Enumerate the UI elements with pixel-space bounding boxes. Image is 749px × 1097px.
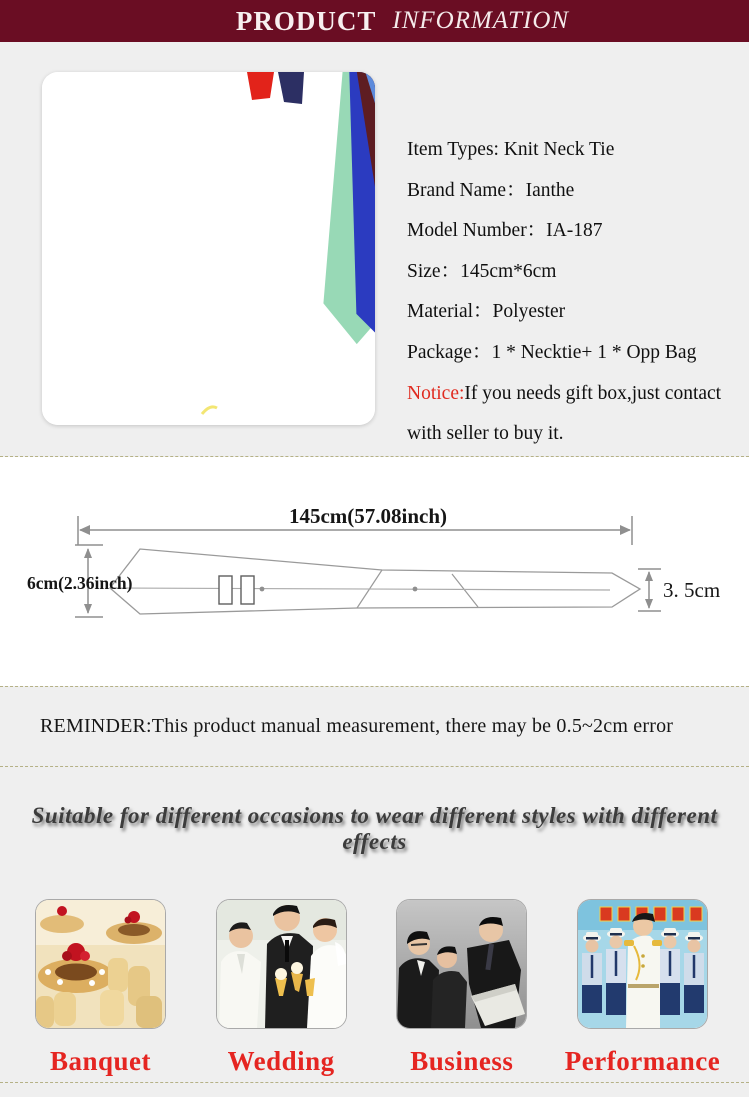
knit-ties-fan-photo — [42, 72, 375, 425]
spec-package: Package：1 * Necktie+ 1 * Opp Bag — [407, 341, 697, 363]
notice-text: If you needs gift box,just contact with seller to buy it. — [407, 382, 722, 445]
spec-item-types: Item Types: Knit Neck Tie — [407, 139, 615, 160]
occasion-wedding — [216, 899, 347, 1077]
spec-notice — [407, 374, 745, 455]
measurement-diagram-section — [0, 457, 749, 686]
header-title-primary: PRODUCT — [235, 5, 377, 36]
banquet-photo — [35, 899, 166, 1029]
tip-width-dimension-label: 3. 5cm — [663, 578, 721, 602]
spec-material: Material：Polyester — [407, 301, 566, 323]
occasion-caption-business: Business — [410, 1046, 514, 1076]
occasions-section — [0, 767, 749, 1082]
business-photo — [396, 899, 527, 1029]
occasion-performance — [564, 899, 721, 1077]
tie-measurement-diagram — [0, 457, 749, 685]
header-banner — [0, 0, 749, 42]
occasion-caption-wedding: Wedding — [227, 1046, 335, 1076]
spec-brand-name: Brand Name：Ianthe — [407, 179, 575, 201]
product-section — [0, 42, 749, 456]
performance-photo — [577, 899, 708, 1029]
keeper-loop-1 — [219, 576, 232, 604]
occasion-caption-performance: Performance — [564, 1046, 721, 1076]
occasion-business — [396, 899, 527, 1077]
width-dimension-label: 6cm(2.36inch) — [27, 573, 133, 593]
spec-size: Size：145cm*6cm — [407, 260, 557, 282]
center-dot-1 — [260, 587, 265, 592]
spec-model-number: Model Number：IA-187 — [407, 220, 603, 242]
notice-label: Notice: — [407, 382, 465, 404]
occasion-banquet — [35, 899, 166, 1077]
occasions-heading: Suitable for different occasions to wear different styles with different effects — [31, 803, 718, 854]
keeper-loop-2 — [241, 576, 254, 604]
wedding-photo — [216, 899, 347, 1029]
length-dimension-label: 145cm(57.08inch) — [288, 504, 448, 528]
occasions-row — [0, 899, 749, 1077]
product-photo-card — [42, 72, 375, 425]
occasion-caption-banquet: Banquet — [49, 1046, 152, 1076]
header-title-secondary: INFORMATION — [392, 7, 570, 34]
center-dot-2 — [413, 587, 418, 592]
reminder-section — [0, 687, 749, 766]
reminder-text: REMINDER:This product manual measurement, there may be 0.5~2cm error — [40, 715, 674, 737]
product-spec-panel — [407, 130, 745, 455]
